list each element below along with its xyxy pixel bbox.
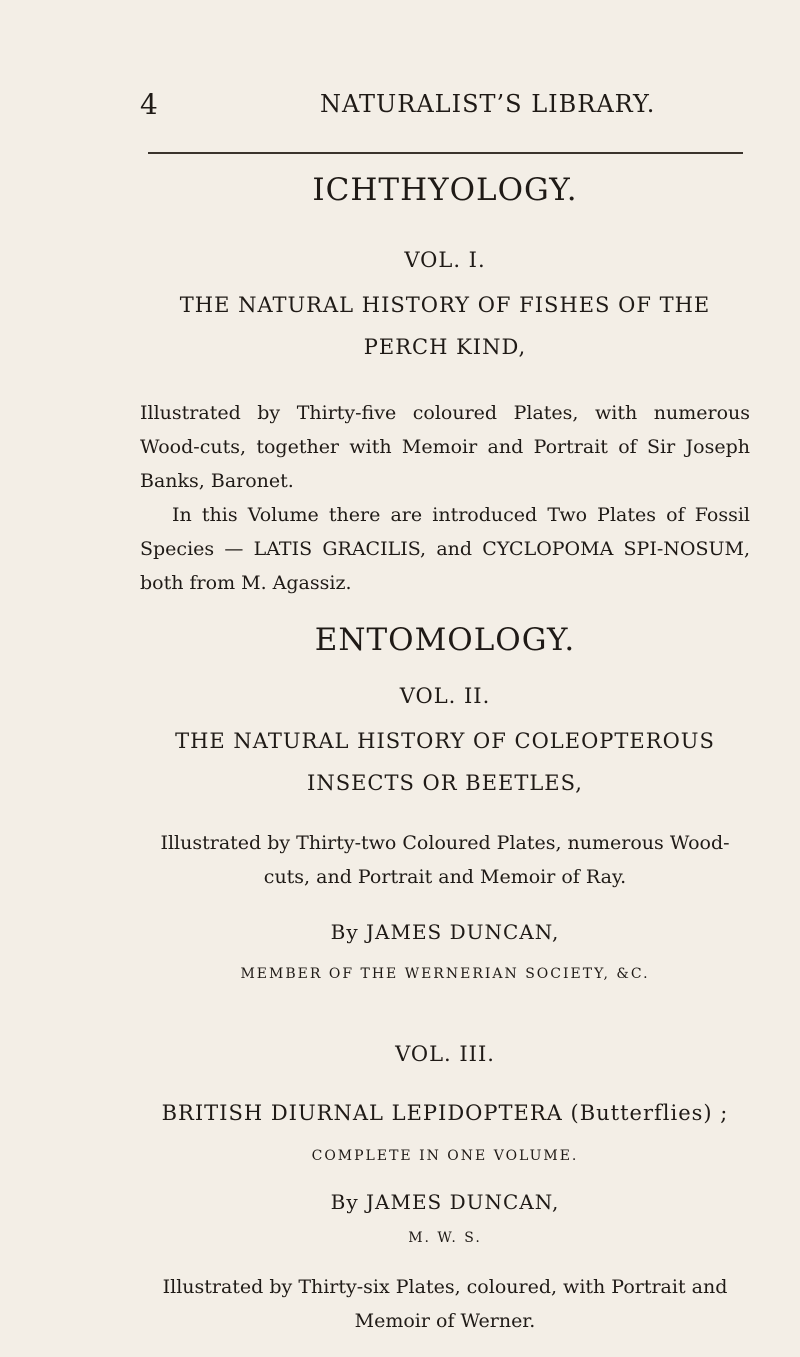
section3-volume: VOL. III. [395,1042,495,1066]
section2-paragraph-line1: Illustrated by Thirty-two Coloured Plates, numerous Wood- [160,832,730,854]
section2-heading-line1: THE NATURAL HISTORY OF COLEOPTEROUS [175,729,715,753]
running-header [140,88,750,128]
section2-title: ENTOMOLOGY. [314,622,576,658]
section2-heading-line2: INSECTS OR BEETLES, [307,771,583,795]
section3-subheading: COMPLETE IN ONE VOLUME. [311,1148,579,1164]
section2-paragraph-line2: cuts, and Portrait and Memoir of Ray. [263,866,627,888]
section1-volume: VOL. I. [404,248,486,272]
section3-heading: BRITISH DIURNAL LEPIDOPTERA (Butterflies) ; [161,1101,729,1125]
section1-paragraph1: Illustrated by Thirty-five coloured Plates, with numerous Wood-cuts, together with Memoir and Portrait of Sir Joseph Banks, Baronet. [140,402,750,492]
section1-heading-line1: THE NATURAL HISTORY OF FISHES OF THE [179,293,711,317]
section3-paragraph-line2: Memoir of Werner. [354,1310,536,1332]
section1-paragraph2: In this Volume there are introduced Two Plates of Fossil Species — LATIS GRACILIS, and CYCLOPOMA SPI-NOSUM, both from M. Agassiz. [140,504,750,594]
section3-paragraph-line1: Illustrated by Thirty-six Plates, coloured, with Portrait and [162,1276,728,1298]
running-title: NATURALIST’S LIBRARY. [320,90,656,118]
section3-author: By JAMES DUNCAN, [330,1190,560,1214]
section2-volume: VOL. II. [399,684,491,708]
section3-author-title: M. W. S. [408,1230,482,1246]
section1-heading-line2: PERCH KIND, [363,335,527,359]
section2-author: By JAMES DUNCAN, [330,920,560,944]
section1-title: ICHTHYOLOGY. [312,172,578,208]
page-number: 4 [140,88,158,121]
section2-author-title: MEMBER OF THE WERNERIAN SOCIETY, &C. [240,966,650,982]
header-rule [148,152,743,154]
